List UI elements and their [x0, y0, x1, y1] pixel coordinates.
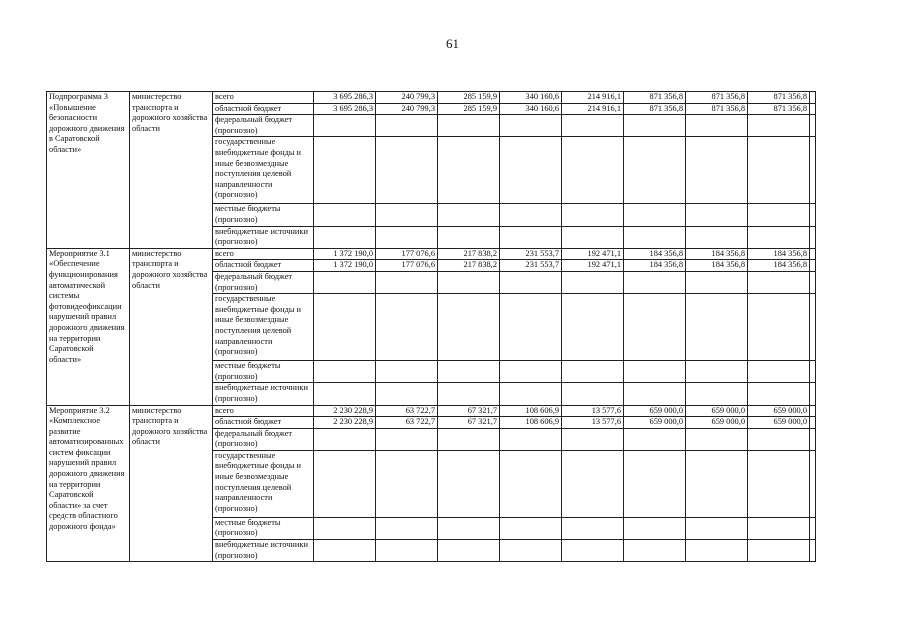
amount-cell: 63 722,7 [376, 405, 438, 417]
amount-cell [500, 204, 562, 226]
amount-cell [500, 294, 562, 361]
funding-source-cell: областной бюджет [213, 260, 314, 272]
amount-cell [748, 115, 810, 137]
amount-cell [376, 226, 438, 248]
amount-cell [376, 517, 438, 539]
amount-cell [500, 540, 562, 562]
amount-cell [500, 361, 562, 383]
amount-cell: 871 356,8 [686, 103, 748, 115]
amount-cell: 184 356,8 [748, 248, 810, 260]
amount-cell [748, 294, 810, 361]
amount-cell [376, 204, 438, 226]
amount-cell [748, 540, 810, 562]
program-name-cell: Мероприятие 3.1 «Обеспечение функционирования автоматической системы фотовидеофиксации нарушений правил дорожного движения на территории Саратовской области» [47, 248, 130, 405]
amount-cell: 63 722,7 [376, 417, 438, 429]
amount-cell [748, 271, 810, 293]
amount-cell [686, 271, 748, 293]
amount-cell: 659 000,0 [748, 405, 810, 417]
amount-cell: 177 076,6 [376, 248, 438, 260]
amount-cell: 659 000,0 [686, 417, 748, 429]
amount-cell: 3 695 286,3 [314, 103, 376, 115]
executor-cell: министерство транспорта и дорожного хозяйства области [130, 92, 213, 249]
funding-source-cell: всего [213, 248, 314, 260]
amount-cell: 184 356,8 [686, 260, 748, 272]
amount-cell [624, 517, 686, 539]
funding-source-cell: местные бюджеты (прогнозно) [213, 361, 314, 383]
empty-cell [810, 517, 816, 539]
amount-cell [376, 361, 438, 383]
funding-source-cell: местные бюджеты (прогнозно) [213, 517, 314, 539]
empty-cell [810, 248, 816, 260]
amount-cell [624, 226, 686, 248]
amount-cell [438, 137, 500, 204]
amount-cell [376, 428, 438, 450]
funding-source-cell: внебюджетные источники (прогнозно) [213, 383, 314, 405]
empty-cell [810, 417, 816, 429]
empty-cell [810, 103, 816, 115]
amount-cell [562, 294, 624, 361]
amount-cell [314, 450, 376, 517]
amount-cell [314, 517, 376, 539]
executor-cell: министерство транспорта и дорожного хозяйства области [130, 405, 213, 562]
amount-cell [624, 450, 686, 517]
empty-cell [810, 428, 816, 450]
amount-cell: 214 916,1 [562, 103, 624, 115]
amount-cell [686, 450, 748, 517]
amount-cell [686, 428, 748, 450]
amount-cell [686, 540, 748, 562]
amount-cell: 340 160,6 [500, 103, 562, 115]
amount-cell: 13 577,6 [562, 417, 624, 429]
amount-cell [748, 517, 810, 539]
funding-source-cell: областной бюджет [213, 103, 314, 115]
amount-cell [686, 361, 748, 383]
amount-cell [562, 271, 624, 293]
empty-cell [810, 450, 816, 517]
amount-cell [686, 226, 748, 248]
funding-source-cell: государственные внебюджетные фонды и иные безвозмездные поступления целевой направленности (прогнозно) [213, 450, 314, 517]
funding-source-cell: федеральный бюджет (прогнозно) [213, 115, 314, 137]
empty-cell [810, 383, 816, 405]
executor-cell: министерство транспорта и дорожного хозяйства области [130, 248, 213, 405]
amount-cell [500, 137, 562, 204]
amount-cell: 2 230 228,9 [314, 405, 376, 417]
amount-cell [500, 271, 562, 293]
amount-cell [376, 294, 438, 361]
amount-cell [500, 517, 562, 539]
funding-source-cell: федеральный бюджет (прогнозно) [213, 271, 314, 293]
amount-cell: 67 321,7 [438, 417, 500, 429]
amount-cell [438, 204, 500, 226]
amount-cell [438, 428, 500, 450]
amount-cell: 871 356,8 [748, 103, 810, 115]
amount-cell [438, 115, 500, 137]
empty-cell [810, 540, 816, 562]
amount-cell: 67 321,7 [438, 405, 500, 417]
empty-cell [810, 294, 816, 361]
amount-cell [624, 204, 686, 226]
amount-cell [562, 517, 624, 539]
amount-cell: 184 356,8 [686, 248, 748, 260]
amount-cell [438, 271, 500, 293]
funding-source-cell: федеральный бюджет (прогнозно) [213, 428, 314, 450]
amount-cell [624, 137, 686, 204]
amount-cell [562, 204, 624, 226]
amount-cell: 659 000,0 [624, 405, 686, 417]
amount-cell: 871 356,8 [748, 92, 810, 104]
funding-source-cell: всего [213, 92, 314, 104]
amount-cell: 1 372 190,0 [314, 248, 376, 260]
amount-cell [562, 226, 624, 248]
amount-cell: 285 159,9 [438, 103, 500, 115]
amount-cell [500, 450, 562, 517]
amount-cell: 1 372 190,0 [314, 260, 376, 272]
amount-cell [624, 361, 686, 383]
amount-cell [314, 540, 376, 562]
empty-cell [810, 115, 816, 137]
funding-source-cell: местные бюджеты (прогнозно) [213, 204, 314, 226]
amount-cell [624, 383, 686, 405]
amount-cell [748, 137, 810, 204]
amount-cell [376, 271, 438, 293]
amount-cell [500, 428, 562, 450]
table-row [47, 92, 816, 104]
amount-cell [314, 271, 376, 293]
amount-cell [500, 226, 562, 248]
amount-cell [562, 450, 624, 517]
amount-cell: 108 606,9 [500, 417, 562, 429]
empty-cell [810, 361, 816, 383]
amount-cell: 285 159,9 [438, 92, 500, 104]
empty-cell [810, 204, 816, 226]
amount-cell [624, 540, 686, 562]
table-row [47, 405, 816, 417]
amount-cell [376, 450, 438, 517]
empty-cell [810, 271, 816, 293]
funding-source-cell: областной бюджет [213, 417, 314, 429]
amount-cell: 871 356,8 [624, 103, 686, 115]
amount-cell [562, 383, 624, 405]
amount-cell: 240 799,3 [376, 92, 438, 104]
amount-cell: 871 356,8 [624, 92, 686, 104]
amount-cell [562, 137, 624, 204]
amount-cell: 871 356,8 [686, 92, 748, 104]
amount-cell [686, 115, 748, 137]
amount-cell [748, 204, 810, 226]
amount-cell: 231 553,7 [500, 260, 562, 272]
amount-cell [686, 383, 748, 405]
amount-cell [438, 383, 500, 405]
amount-cell [314, 428, 376, 450]
amount-cell [438, 540, 500, 562]
amount-cell [686, 204, 748, 226]
funding-source-cell: внебюджетные источники (прогнозно) [213, 540, 314, 562]
amount-cell: 217 838,2 [438, 260, 500, 272]
amount-cell [438, 450, 500, 517]
amount-cell [686, 294, 748, 361]
amount-cell [562, 115, 624, 137]
empty-cell [810, 137, 816, 204]
amount-cell [376, 115, 438, 137]
funding-source-cell: государственные внебюджетные фонды и иные безвозмездные поступления целевой направленности (прогнозно) [213, 137, 314, 204]
funding-source-cell: всего [213, 405, 314, 417]
amount-cell: 3 695 286,3 [314, 92, 376, 104]
amount-cell: 192 471,1 [562, 248, 624, 260]
amount-cell [562, 540, 624, 562]
amount-cell [624, 271, 686, 293]
amount-cell: 217 838,2 [438, 248, 500, 260]
amount-cell: 2 230 228,9 [314, 417, 376, 429]
amount-cell: 659 000,0 [748, 417, 810, 429]
amount-cell: 184 356,8 [624, 260, 686, 272]
amount-cell [748, 361, 810, 383]
amount-cell [748, 383, 810, 405]
amount-cell [314, 383, 376, 405]
amount-cell: 340 160,6 [500, 92, 562, 104]
funding-source-cell: государственные внебюджетные фонды и иные безвозмездные поступления целевой направленности (прогнозно) [213, 294, 314, 361]
amount-cell [438, 226, 500, 248]
page-number: 61 [446, 36, 459, 51]
program-name-cell: Подпрограмма 3 «Повышение безопасности дорожного движения в Саратовской области» [47, 92, 130, 249]
amount-cell [314, 115, 376, 137]
amount-cell [748, 450, 810, 517]
amount-cell [314, 226, 376, 248]
empty-cell [810, 92, 816, 104]
empty-cell [810, 405, 816, 417]
amount-cell: 13 577,6 [562, 405, 624, 417]
amount-cell: 240 799,3 [376, 103, 438, 115]
amount-cell [562, 428, 624, 450]
amount-cell: 177 076,6 [376, 260, 438, 272]
budget-table [46, 91, 816, 562]
amount-cell: 659 000,0 [624, 417, 686, 429]
amount-cell: 659 000,0 [686, 405, 748, 417]
amount-cell: 192 471,1 [562, 260, 624, 272]
amount-cell [314, 204, 376, 226]
amount-cell [624, 294, 686, 361]
amount-cell [500, 115, 562, 137]
amount-cell [314, 294, 376, 361]
program-name-cell: Мероприятие 3.2 «Комплексное развитие автоматизированных систем фиксации нарушений правил дорожного движения на территории Саратовской области» за счет средств областного дорожного фонда» [47, 405, 130, 562]
amount-cell [314, 137, 376, 204]
amount-cell [438, 294, 500, 361]
amount-cell [686, 137, 748, 204]
amount-cell [376, 540, 438, 562]
empty-cell [810, 226, 816, 248]
amount-cell [686, 517, 748, 539]
amount-cell [624, 428, 686, 450]
amount-cell [500, 383, 562, 405]
amount-cell: 231 553,7 [500, 248, 562, 260]
amount-cell [438, 517, 500, 539]
amount-cell: 184 356,8 [624, 248, 686, 260]
amount-cell [314, 361, 376, 383]
table-row [47, 248, 816, 260]
amount-cell [748, 226, 810, 248]
amount-cell [748, 428, 810, 450]
amount-cell: 184 356,8 [748, 260, 810, 272]
amount-cell: 214 916,1 [562, 92, 624, 104]
amount-cell [376, 137, 438, 204]
amount-cell [438, 361, 500, 383]
amount-cell [562, 361, 624, 383]
amount-cell [624, 115, 686, 137]
funding-source-cell: внебюджетные источники (прогнозно) [213, 226, 314, 248]
amount-cell: 108 606,9 [500, 405, 562, 417]
amount-cell [376, 383, 438, 405]
empty-cell [810, 260, 816, 272]
